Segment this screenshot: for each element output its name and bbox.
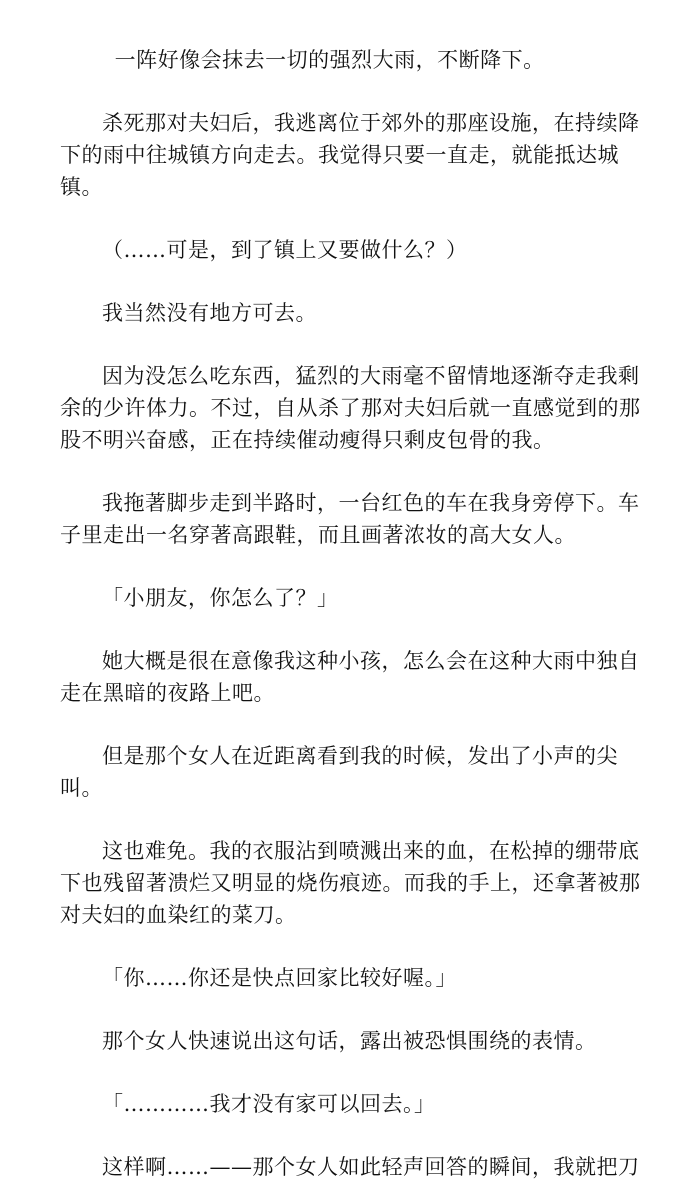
- paragraph: 这也难免。我的衣服沾到喷溅出来的血，在松掉的绷带底下也残留著溃烂又明显的烧伤痕迹。而我的手上，还拿著被那对夫妇的血染红的菜刀。: [60, 839, 641, 927]
- dialogue-line: 「你……你还是快点回家比较好喔。」: [102, 966, 457, 990]
- paragraph: 一阵好像会抹去一切的强烈大雨，不断降下。: [114, 48, 545, 72]
- paragraph: 但是那个女人在近距离看到我的时候，发出了小声的尖叫。: [60, 744, 618, 800]
- paragraph: （……可是，到了镇上又要做什么？）: [102, 238, 468, 262]
- paragraph: 这样啊……——那个女人如此轻声回答的瞬间，我就把刀: [102, 1155, 640, 1179]
- paragraph: 我当然没有地方可去。: [102, 301, 317, 325]
- dialogue-line: 「小朋友，你怎么了？」: [102, 586, 339, 610]
- paragraph: 她大概是很在意像我这种小孩，怎么会在这种大雨中独自走在黑暗的夜路上吧。: [60, 649, 640, 705]
- paragraph: 杀死那对夫妇后，我逃离位于郊外的那座设施，在持续降下的雨中往城镇方向走去。我觉得只要一直走，就能抵达城镇。: [60, 111, 640, 199]
- dialogue-line: 「…………我才没有家可以回去。」: [102, 1092, 436, 1116]
- paragraph: 那个女人快速说出这句话，露出被恐惧围绕的表情。: [102, 1029, 597, 1053]
- paragraph: 因为没怎么吃东西，猛烈的大雨毫不留情地逐渐夺走我剩余的少许体力。不过，自从杀了那对夫妇后就一直感觉到的那股不明兴奋感，正在持续催动瘦得只剩皮包骨的我。: [60, 364, 641, 452]
- page-body: [60, 44, 650, 1183]
- paragraph: 我拖著脚步走到半路时，一台红色的车在我身旁停下。车子里走出一名穿著高跟鞋，而且画著浓妆的高大女人。: [60, 491, 640, 547]
